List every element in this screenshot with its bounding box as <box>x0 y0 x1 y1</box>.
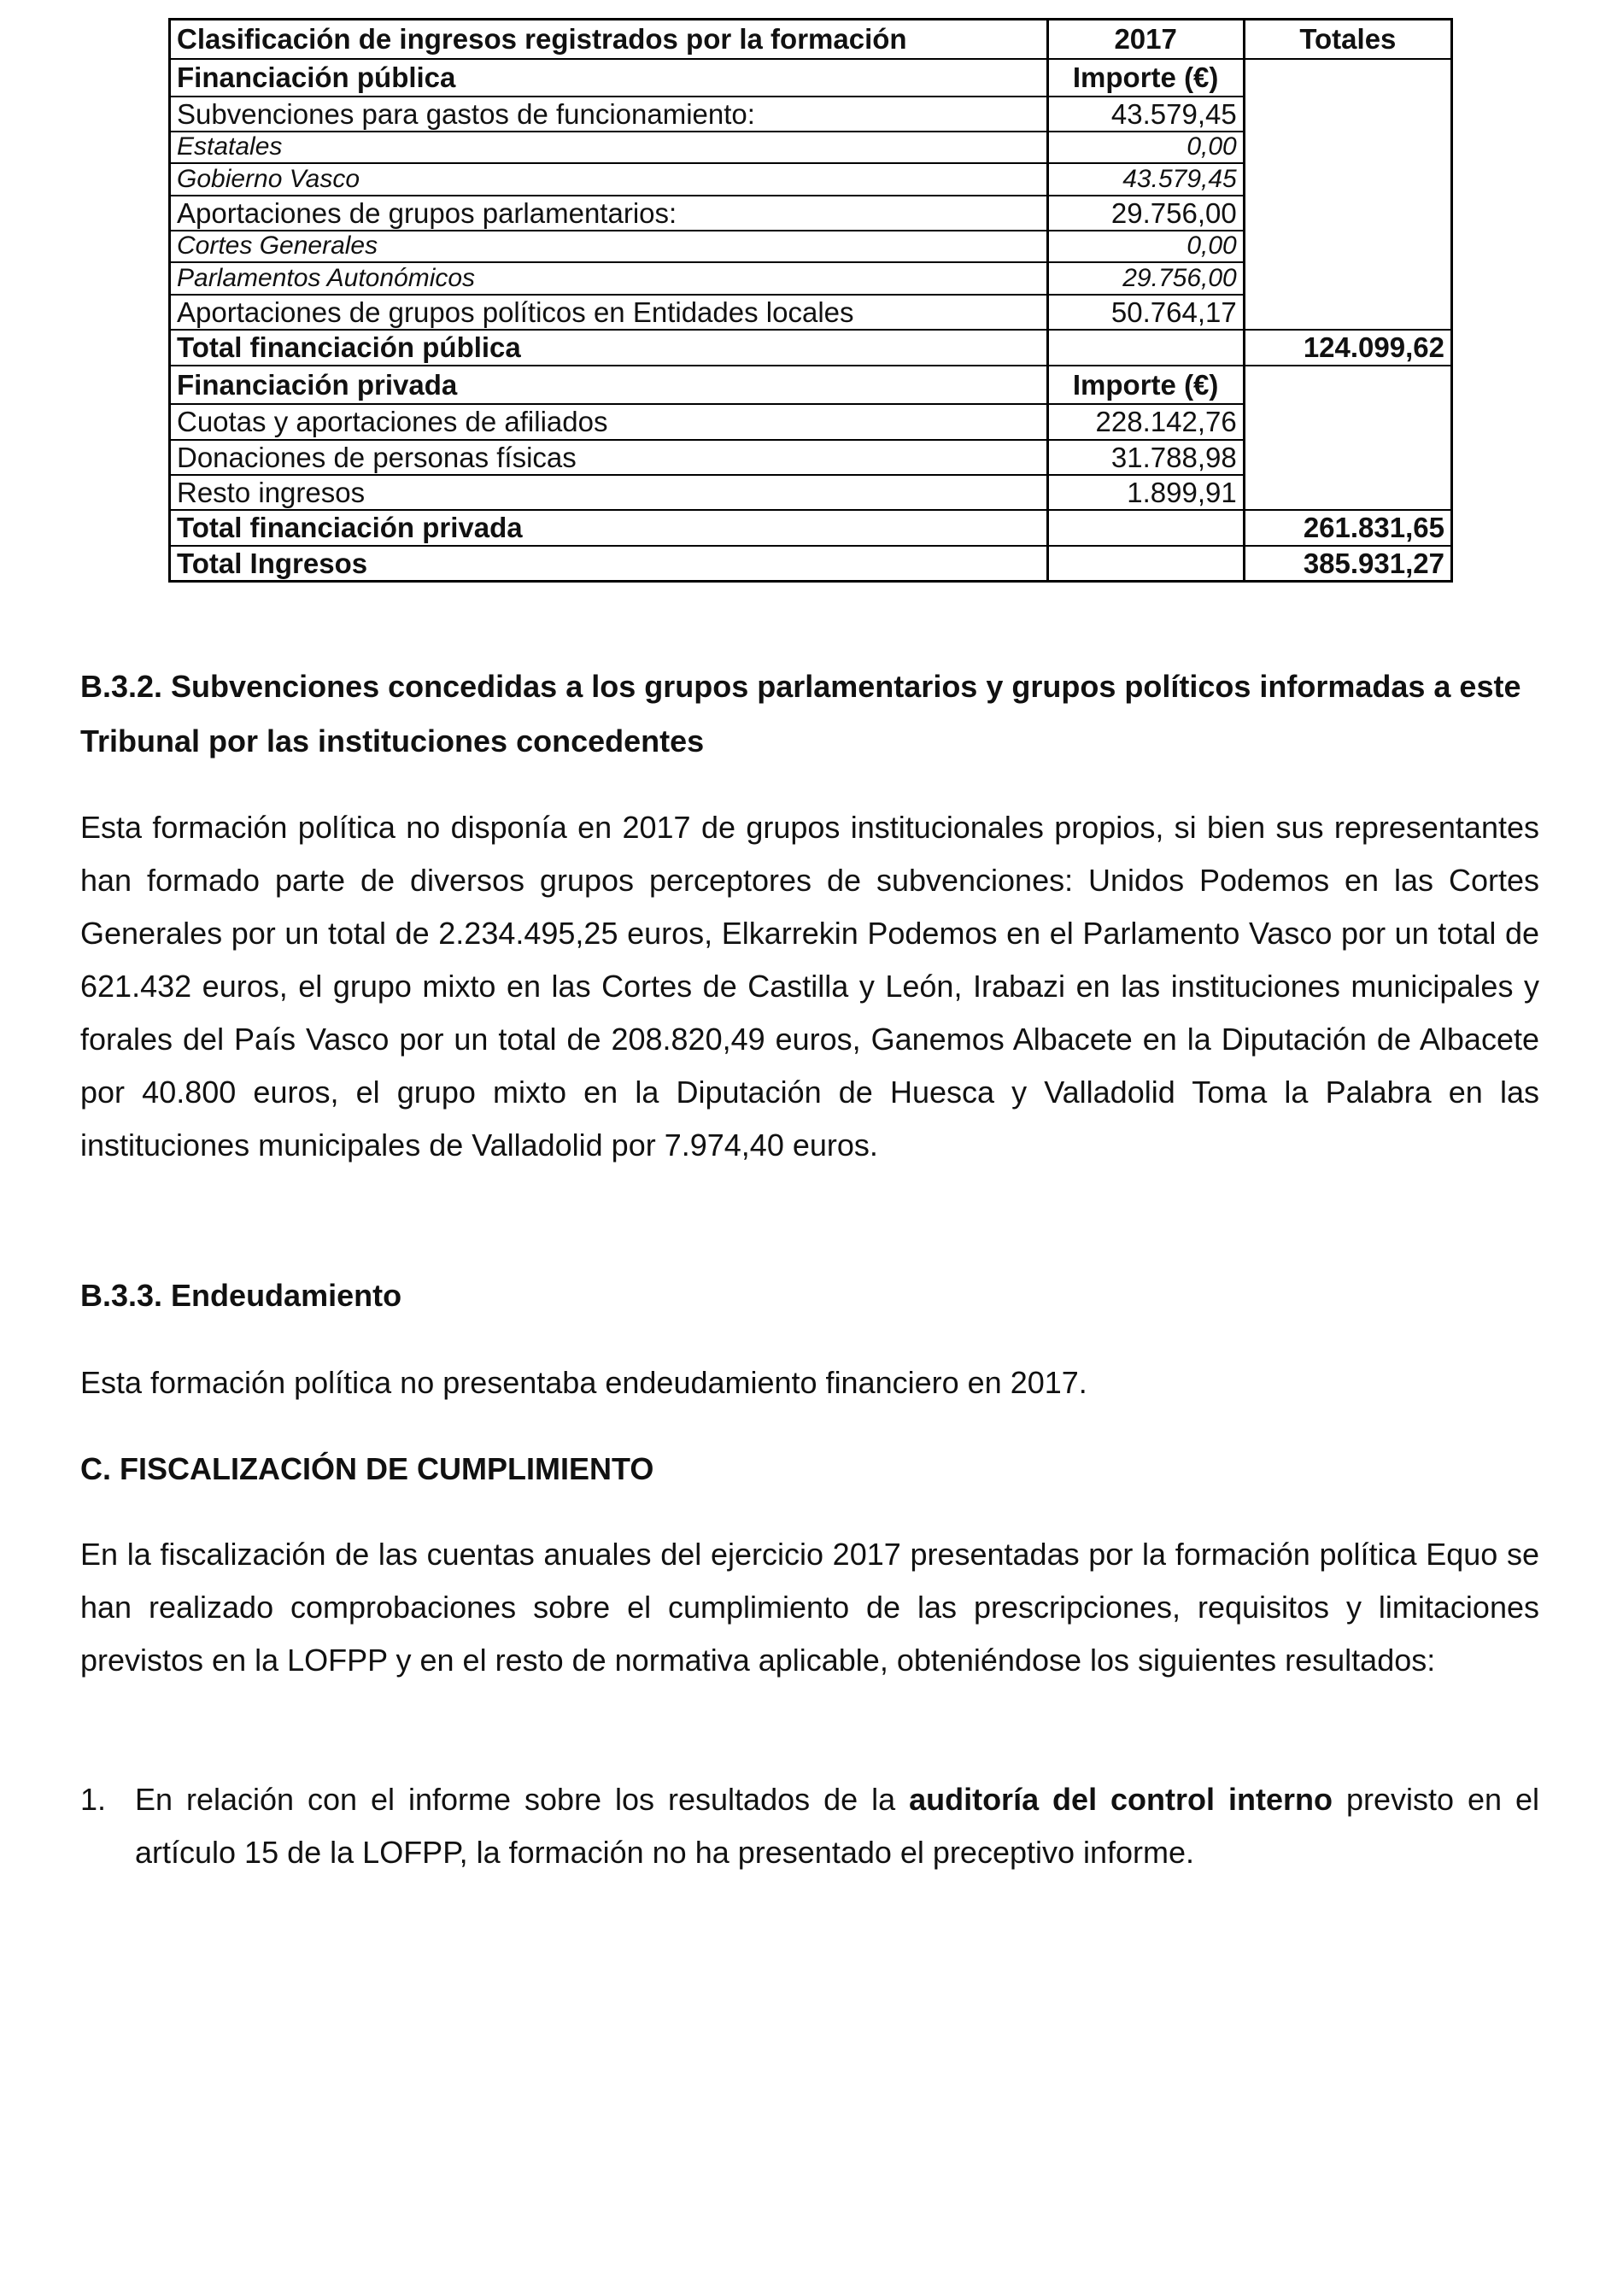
table-row <box>170 404 1452 440</box>
totals-cell <box>1244 295 1451 330</box>
table-row <box>170 262 1452 295</box>
public-header-row <box>170 59 1452 97</box>
row-value: 228.142,76 <box>1047 404 1244 440</box>
section-b33-heading: B.3.3. Endeudamiento <box>80 1278 402 1313</box>
section-c-heading: C. FISCALIZACIÓN DE CUMPLIMIENTO <box>80 1451 654 1486</box>
table-row <box>170 132 1452 163</box>
totals-cell <box>1244 440 1451 475</box>
total-value: 261.831,65 <box>1244 510 1451 546</box>
empty-cell <box>1047 546 1244 582</box>
row-value: 43.579,45 <box>1047 163 1244 196</box>
totals-cell <box>1244 262 1451 295</box>
table-row <box>170 231 1452 262</box>
row-value: 0,00 <box>1047 132 1244 163</box>
table-header-row <box>170 20 1452 59</box>
row-value: 29.756,00 <box>1047 262 1244 295</box>
list-item-number: 1. <box>80 1782 107 1817</box>
totals-cell <box>1244 97 1451 132</box>
row-value: 29.756,00 <box>1047 196 1244 231</box>
row-value: 43.579,45 <box>1047 97 1244 132</box>
income-table <box>168 18 1453 583</box>
table-row <box>170 440 1452 475</box>
row-label: Cuotas y aportaciones de afiliados <box>170 404 1048 440</box>
list-item-text-post: previsto en el artículo 15 de la LOFPP, la formación no ha presentado el preceptivo informe. <box>135 1782 1539 1870</box>
totals-cell <box>1244 404 1451 440</box>
total-label: Total Ingresos <box>170 546 1048 582</box>
section-b32-paragraph: Esta formación política no disponía en 2017 de grupos institucionales propios, si bien sus representantes han formado parte de diversos grupos perceptores de subvenciones: Unidos Podemos en las Cortes Generales por un total de 2.234.495,25 euros, Elkarrekin Podemos en el Parlamento Vasco por un total de 621.432 euros, el grupo mixto en las Cortes de Castilla y León, Irabazi en las instituciones municipales y forales del País Vasco por un total de 208.820,49 euros, Ganemos Albacete en la Diputación de Albacete por 40.800 euros, el grupo mixto en la Diputación de Huesca y Valladolid Toma la Palabra en las instituciones municipales de Valladolid por 7.974,40 euros. <box>80 810 1539 1163</box>
totals-cell <box>1244 366 1451 404</box>
table-row <box>170 475 1452 510</box>
row-label: Donaciones de personas físicas <box>170 440 1048 475</box>
totals-cell <box>1244 59 1451 97</box>
row-label: Estatales <box>170 132 1048 163</box>
header-year: 2017 <box>1047 20 1244 59</box>
empty-cell <box>1047 330 1244 366</box>
header-totals: Totales <box>1244 20 1451 59</box>
amount-header: Importe (€) <box>1047 366 1244 404</box>
table-row <box>170 97 1452 132</box>
row-value: 31.788,98 <box>1047 440 1244 475</box>
totals-cell <box>1244 132 1451 163</box>
totals-cell <box>1244 475 1451 510</box>
row-value: 1.899,91 <box>1047 475 1244 510</box>
total-label: Total financiación pública <box>170 330 1048 366</box>
empty-cell <box>1047 510 1244 546</box>
totals-cell <box>1244 196 1451 231</box>
list-item-body <box>80 1773 1539 1879</box>
section-b33-paragraph: Esta formación política no presentaba endeudamiento financiero en 2017. <box>80 1365 1087 1400</box>
row-label: Aportaciones de grupos políticos en Entidades locales <box>170 295 1048 330</box>
header-label: Clasificación de ingresos registrados por la formación <box>170 20 1048 59</box>
table-row <box>170 295 1452 330</box>
row-value: 50.764,17 <box>1047 295 1244 330</box>
list-item-text-bold: auditoría del control interno <box>909 1782 1333 1817</box>
grand-total-row <box>170 546 1452 582</box>
list-item <box>80 1773 1539 1879</box>
row-label: Cortes Generales <box>170 231 1048 262</box>
private-total-row <box>170 510 1452 546</box>
row-label: Subvenciones para gastos de funcionamiento: <box>170 97 1048 132</box>
section-label: Financiación privada <box>170 366 1048 404</box>
totals-cell <box>1244 231 1451 262</box>
private-header-row <box>170 366 1452 404</box>
total-value: 124.099,62 <box>1244 330 1451 366</box>
row-label: Parlamentos Autonómicos <box>170 262 1048 295</box>
totals-cell <box>1244 163 1451 196</box>
total-label: Total financiación privada <box>170 510 1048 546</box>
section-label: Financiación pública <box>170 59 1048 97</box>
public-total-row <box>170 330 1452 366</box>
table-row <box>170 163 1452 196</box>
section-b32-heading: B.3.2. Subvenciones concedidas a los grupos parlamentarios y grupos políticos informadas a este Tribunal por las instituciones concedentes <box>80 669 1521 758</box>
row-label: Aportaciones de grupos parlamentarios: <box>170 196 1048 231</box>
row-label: Resto ingresos <box>170 475 1048 510</box>
amount-header: Importe (€) <box>1047 59 1244 97</box>
row-value: 0,00 <box>1047 231 1244 262</box>
section-c-paragraph: En la fiscalización de las cuentas anuales del ejercicio 2017 presentadas por la formación política Equo se han realizado comprobaciones sobre el cumplimiento de las prescripciones, requisitos y limitaciones previstos en la LOFPP y en el resto de normativa aplicable, obteniéndose los siguientes resultados: <box>80 1537 1539 1678</box>
table-row <box>170 196 1452 231</box>
total-value: 385.931,27 <box>1244 546 1451 582</box>
row-label: Gobierno Vasco <box>170 163 1048 196</box>
list-item-text-pre: En relación con el informe sobre los resultados de la <box>135 1782 910 1817</box>
